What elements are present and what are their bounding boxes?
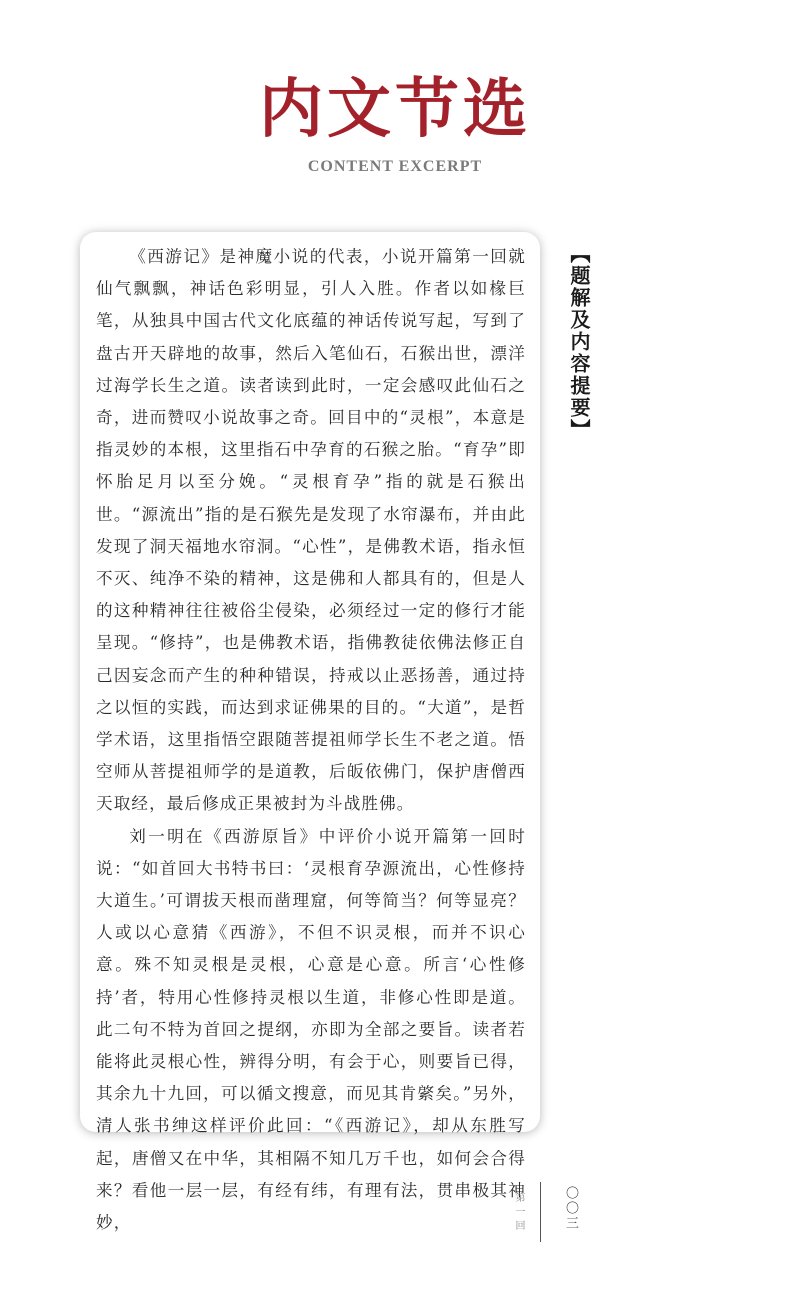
page-title: 内文节选 xyxy=(259,72,531,147)
excerpt-body xyxy=(96,241,526,1239)
page-subtitle: CONTENT EXCERPT xyxy=(307,158,483,175)
section-tab: 【题解及内容提要】 xyxy=(567,243,591,441)
footer-divider xyxy=(540,1182,541,1242)
paragraph-2: 刘一明在《西游原旨》中评价小说开篇第一回时说：“如首回大书特书曰：‘灵根育孕源流出，心性修持大道生。’可谓拔天根而凿理窟，何等简当？何等显亮？人或以心意猜《西游》，不但不识灵根，而并不识心意。殊不知灵根是灵根，心意是心意。所言‘心性修持’者，特用心性修持灵根以生道，非修心性即是道。此二句不特为首回之提纲，亦即为全部之要旨。读者若能将此灵根心性，辨得分明，有会于心，则要旨已得，其余九十九回，可以循文搜意，而见其肯綮矣。”另外，清人张书绅这样评价此回：“《西游记》，却从东胜写起，唐僧又在中华，其相隔不知几万千也，如何会合得来？看他一层一层，有经有纬，有理有法，贯串极其神妙， xyxy=(96,826,526,1233)
page-number: 〇〇三 xyxy=(563,1186,578,1231)
paragraph-1: 《西游记》是神魔小说的代表，小说开篇第一回就仙气飘飘，神话色彩明显，引人入胜。作者以如椽巨笔，从独具中国古代文化底蕴的神话传说写起，写到了盘古开天辟地的故事，然后入笔仙石，石猴出世，漂洋过海学长生之道。读者读到此时，一定会感叹此仙石之奇，进而赞叹小说故事之奇。回目中的“灵根”，本意是指灵妙的本根，这里指石中孕育的石猴之胎。“育孕”即怀胎足月以至分娩。“灵根育孕”指的就是石猴出世。“源流出”指的是石猴先是发现了水帘瀑布，并由此发现了洞天福地水帘洞。“心性”，是佛教术语，指永恒不灭、纯净不染的精神，这是佛和人都具有的，但是人的这种精神往往被俗尘侵染，必须经过一定的修行才能呈现。“修持”，也是佛教术语，指佛教徒依佛法修正自己因妄念而产生的种种错误，持戒以止恶扬善，通过持之以恒的实践，而达到求证佛果的目的。“大道”，是哲学术语，这里指悟空跟随菩提祖师学长生不老之道。悟空师从菩提祖师学的是道教，后皈依佛门，保护唐僧西天取经，最后修成正果被封为斗战胜佛。 xyxy=(96,247,526,814)
chapter-label: 第一回 xyxy=(513,1192,524,1234)
